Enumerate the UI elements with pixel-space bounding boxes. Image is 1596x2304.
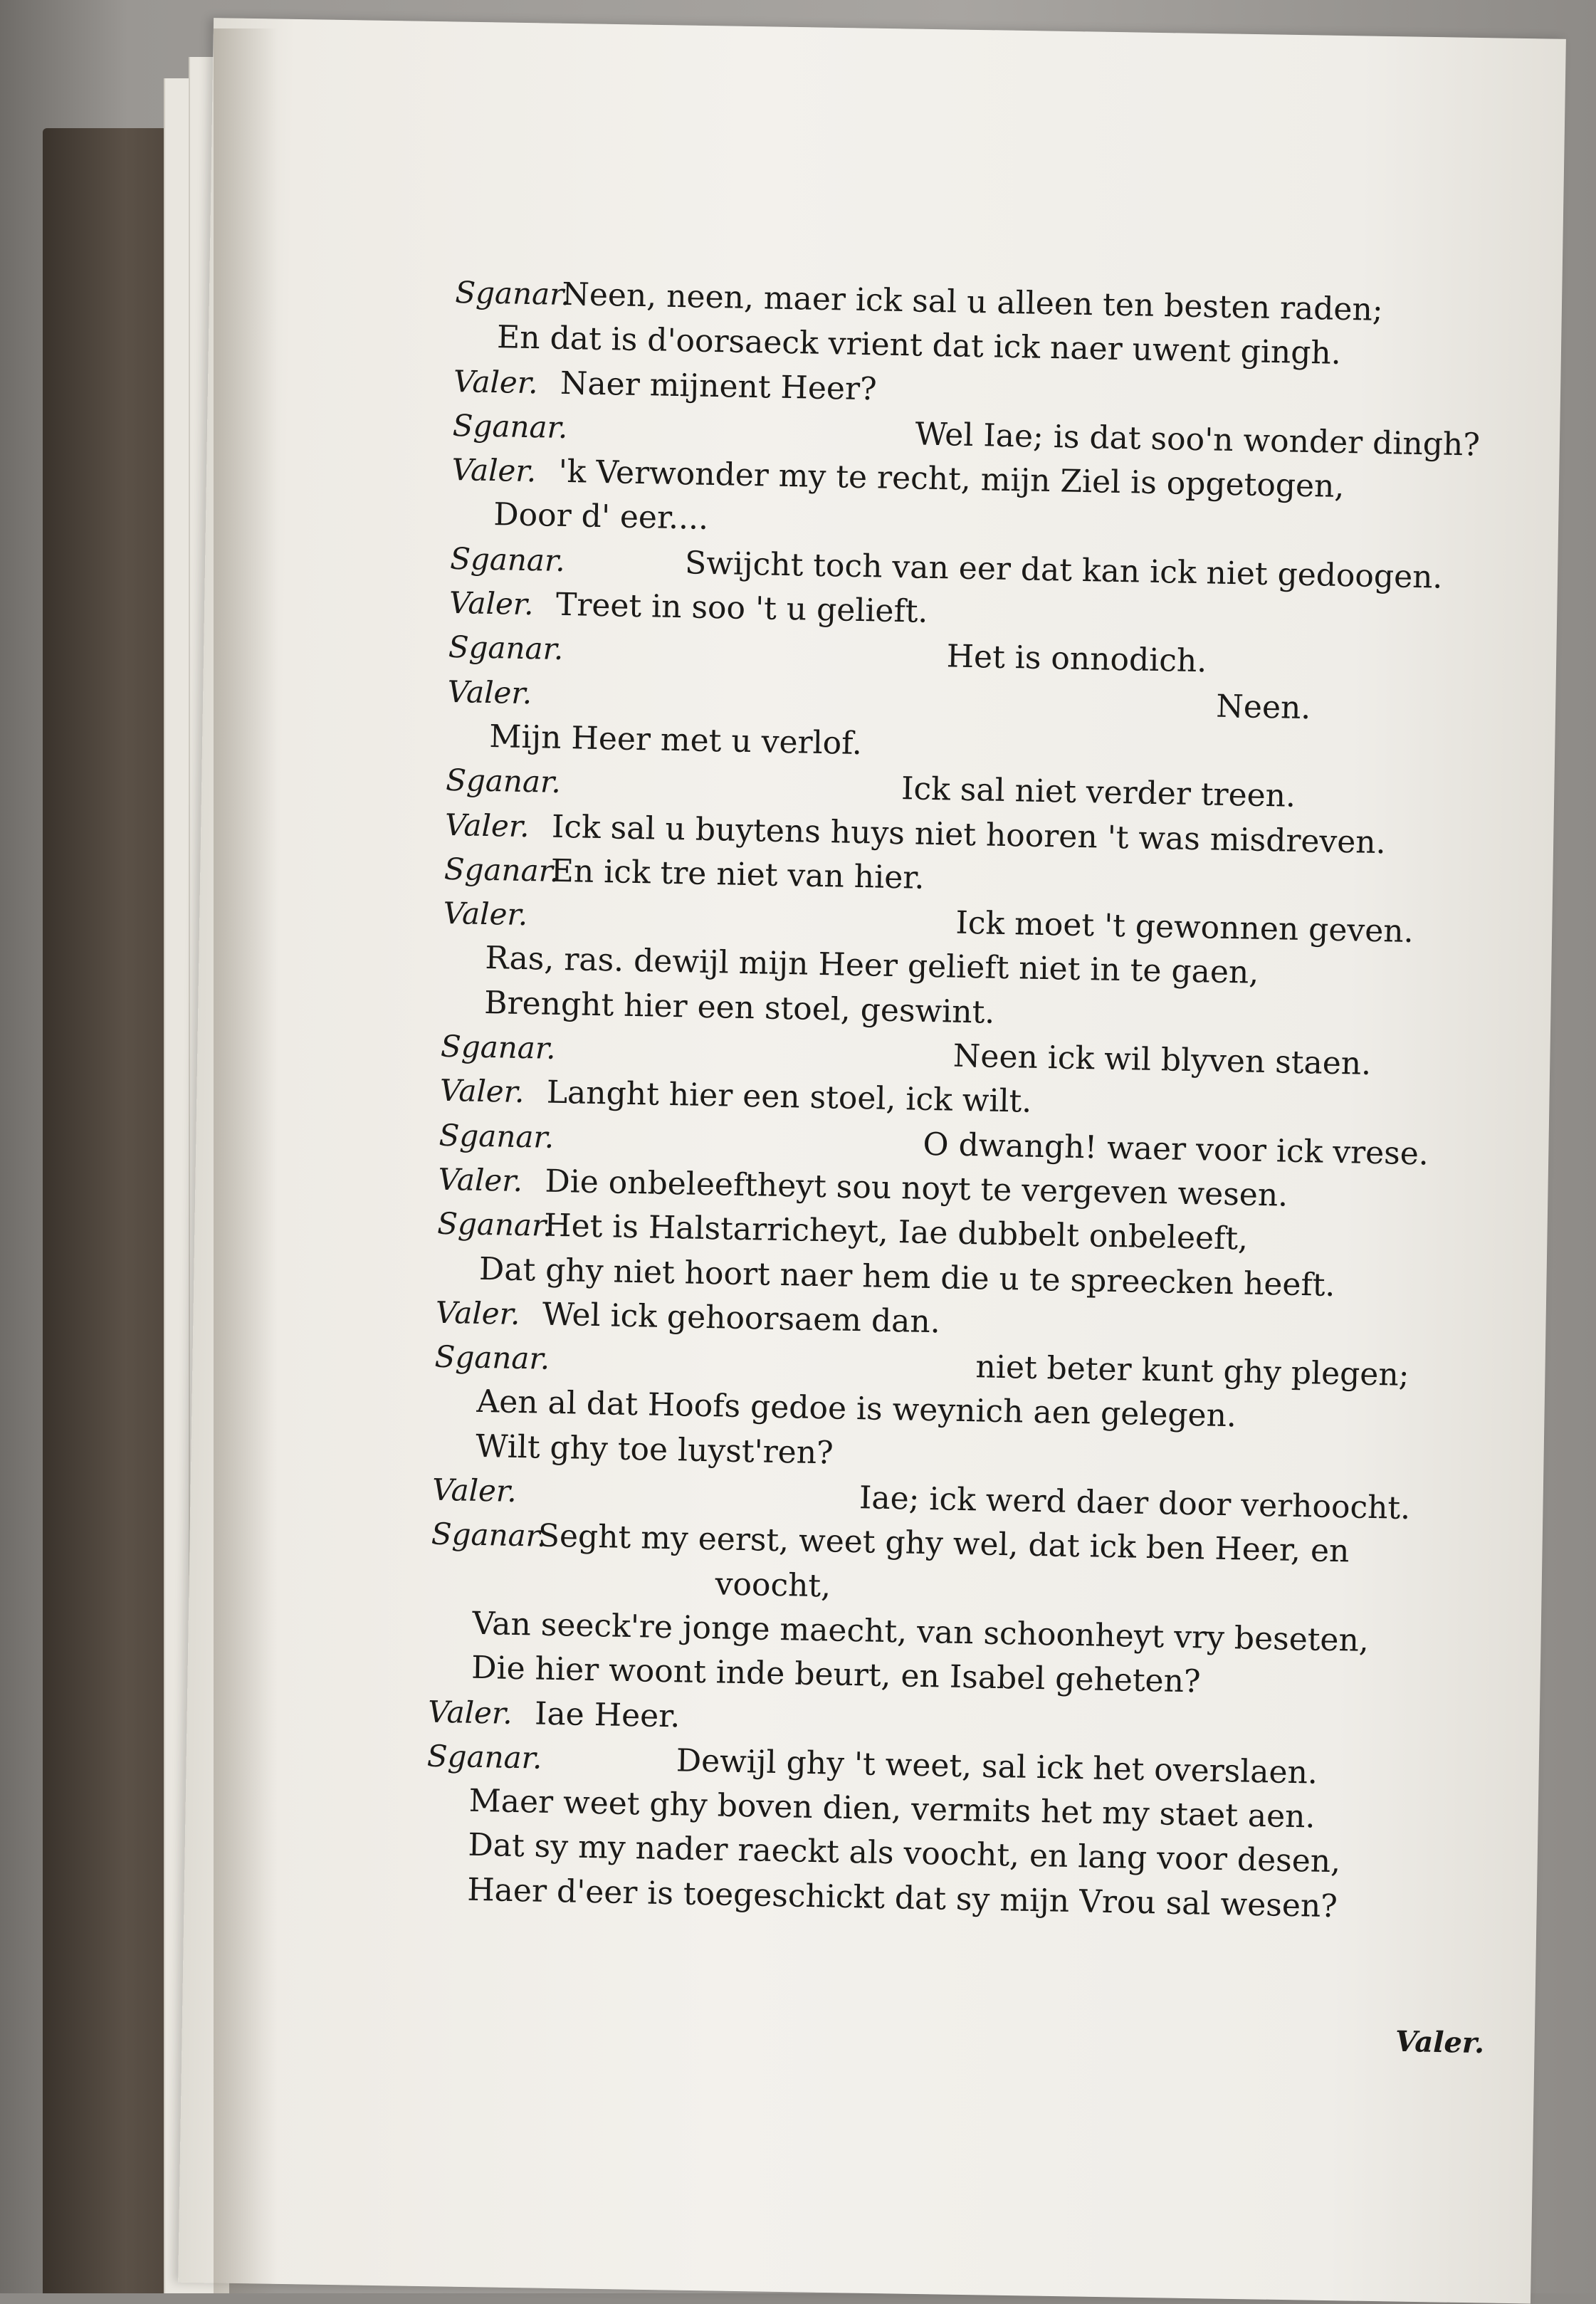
verse-text: Seght my eerst, weet ghy wel, dat ick ben Heer, en [537, 1517, 1350, 1570]
verse-text: En dat is d'oorsaeck vrient dat ick naer uwent gingh. [496, 319, 1342, 372]
play-text [424, 271, 1538, 1932]
verse-text: Wilt ghy toe luyst'ren? [475, 1428, 834, 1472]
verse-text: Aen al dat Hoofs gedoe is weynich aen gelegen. [476, 1383, 1237, 1435]
speaker-name: Valer. [431, 1472, 518, 1509]
speaker-name: Sganar. [443, 851, 560, 889]
speaker-name: Valer. [444, 807, 530, 844]
verse-text: voocht, [715, 1565, 831, 1605]
catchword: Valer. [1395, 2024, 1485, 2060]
verse-text: Door d' eer.... [493, 496, 709, 538]
verse-text: Ick sal u buytens huys niet hooren 't was misdreven. [551, 808, 1387, 861]
speaker-name: Sganar. [434, 1339, 550, 1376]
speaker-name: Valer. [453, 363, 539, 400]
verse-text: Wel Iae; is dat soo'n wonder dingh? [915, 416, 1481, 464]
verse-text: Swijcht toch van eer dat kan ick niet gedoogen. [684, 545, 1443, 596]
verse-text: Naer mijnent Heer? [560, 365, 878, 407]
page-gutter-shadow [214, 28, 278, 2293]
speaker-name: Valer. [443, 895, 528, 933]
speaker-name: Sganar. [449, 540, 566, 578]
verse-text: En ick tre niet van hier. [550, 852, 925, 896]
verse-text: Maer weet ghy boven dien, vermits het my staet aen. [468, 1782, 1316, 1836]
verse-text: Van seeck're jonge maecht, van schoonheyt vry beseten, [472, 1605, 1370, 1659]
verse-text: Die hier woont inde beurt, en Isabel geheten? [471, 1649, 1202, 1700]
verse-text: Ick moet 't gewonnen geven. [955, 904, 1414, 951]
speaker-name: Sganar. [445, 763, 562, 800]
speaker-name: Valer. [435, 1294, 520, 1331]
speaker-name: Valer. [447, 674, 532, 711]
verse-text: 'k Verwonder my te recht, mijn Ziel is opgetogen, [558, 454, 1345, 506]
speaker-name: Sganar. [452, 407, 568, 445]
verse-text: Neen, neen, maer ick sal u alleen ten besten raden; [561, 276, 1384, 329]
speaker-name: Valer. [451, 452, 537, 489]
speaker-name: Valer. [439, 1073, 525, 1110]
speaker-name: Sganar. [439, 1117, 555, 1155]
verse-text: Dewijl ghy 't weet, sal ick het overslaen. [676, 1742, 1318, 1791]
speaker-name: Sganar. [426, 1738, 542, 1776]
verse-text: Neen ick wil blyven staen. [952, 1037, 1372, 1082]
verse-text: Iae Heer. [534, 1695, 681, 1734]
verse-text: Brenght hier een stoel, geswint. [483, 984, 995, 1031]
verse-text: Ick sal niet verder treen. [901, 770, 1296, 815]
verse-text: Die onbeleeftheyt sou noyt te vergeven wesen. [544, 1163, 1288, 1214]
speaker-name: Valer. [427, 1694, 513, 1731]
speaker-name: Valer. [438, 1161, 523, 1198]
verse-text: Ras, ras. dewijl mijn Heer gelieft niet in te gaen, [484, 940, 1259, 992]
verse-text: Treet in soo 't u gelieft. [555, 586, 928, 630]
verse-text: Het is Halstarricheyt, Iae dubbelt onbeleeft, [543, 1207, 1249, 1257]
verse-text: Iae; ick werd daer door verhoocht. [859, 1480, 1411, 1527]
verse-text: Neen. [1215, 688, 1311, 726]
speaker-name: Valer. [448, 585, 535, 622]
verse-text: Het is onnodich. [946, 638, 1207, 680]
speaker-name: Sganar. [431, 1516, 547, 1554]
verse-text: Mijn Heer met u verlof. [488, 718, 863, 763]
verse-text: Haer d'eer is toegeschickt dat sy mijn Vrou sal wesen? [466, 1871, 1338, 1925]
speaker-name: Sganar. [454, 274, 571, 313]
verse-text: Dat sy my nader raeckt als voocht, en lang voor desen, [468, 1827, 1341, 1880]
verse-text: O dwangh! waer voor ick vrese. [923, 1126, 1429, 1173]
speaker-name: Sganar. [448, 629, 564, 667]
verse-text: Dat ghy niet hoort naer hem die u te spreecken heeft. [478, 1250, 1335, 1304]
verse-text: Wel ick gehoorsaem dan. [542, 1296, 941, 1341]
speaker-name: Sganar. [436, 1205, 553, 1244]
verse-text: niet beter kunt ghy plegen; [975, 1349, 1410, 1394]
speaker-name: Sganar. [440, 1028, 557, 1066]
verse-text: Langht hier een stoel, ick wilt. [546, 1074, 1032, 1121]
